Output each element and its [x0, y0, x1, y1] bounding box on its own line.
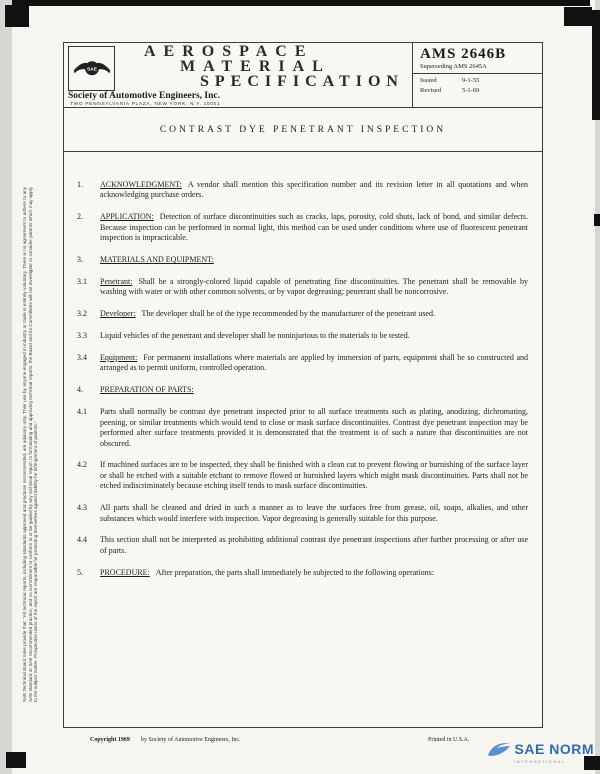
paragraph [77, 460, 528, 491]
organization-address: TWO PENNSYLVANIA PLAZA, NEW YORK, N.Y. 10001 [70, 102, 221, 107]
masthead-line-3: SPECIFICATION [200, 73, 404, 90]
scan-artifact [592, 10, 600, 120]
paragraph-content [100, 535, 528, 556]
paragraph-content [100, 385, 528, 395]
paragraph [77, 212, 528, 243]
copyright-organization: by Society of Automotive Engineers, Inc. [141, 737, 241, 743]
paragraph-number: 4. [77, 385, 83, 395]
paragraph [77, 353, 528, 374]
paragraph-content [100, 255, 528, 265]
scan-artifact [6, 752, 26, 768]
paragraph [77, 503, 528, 524]
paragraph-number: 4.2 [77, 460, 87, 470]
watermark-row [486, 740, 594, 758]
paragraph-heading: Equipment: [100, 353, 138, 363]
paragraph [77, 407, 528, 449]
printed-in: Printed in U.S.A. [428, 737, 470, 743]
paragraph-heading: PREPARATION OF PARTS: [100, 385, 194, 395]
paragraph-number: 3.1 [77, 276, 87, 286]
paragraph [77, 277, 528, 298]
spec-number: AMS 2646B [420, 46, 507, 62]
scan-artifact [594, 214, 600, 226]
document-title: CONTRAST DYE PENETRANT INSPECTION [159, 124, 447, 135]
paragraph-text: After preparation, the parts shall immediately be subjected to the following operations: [155, 567, 434, 577]
paragraph [77, 385, 528, 395]
paragraph-content [100, 353, 528, 374]
paragraph-content [100, 503, 528, 524]
paragraph [77, 255, 528, 265]
document-body [64, 152, 542, 727]
scan-artifact [564, 7, 592, 26]
paragraph-text: This section shall not be interpreted as prohibiting additional contrast dye penetrant inspections after further processing or after use of parts. [100, 535, 528, 555]
paragraph [77, 568, 528, 578]
document-frame [63, 42, 543, 728]
svg-text:SAE: SAE [86, 66, 97, 72]
margin-disclaimer-text: SAE Technical Board rules provide that: "All technical reports, including standards approved and practices recommended, are advisory only. Their use by anyone engaged in industry or trade is entirely voluntary. There is no agreement to adhere to any SAE standard or SAE recommended practice, and no commitment to conform to or be guided by any technical report. In formulating and approving technical reports, the Board and its Committees will not investigate or consider patents which may apply to the subject matter. Prospective users of the report are responsible for protecting themselves against liability for infringement of patents." [22, 187, 39, 702]
paragraph-heading: Penetrant: [100, 276, 133, 286]
paragraph-heading: APPLICATION: [100, 212, 154, 222]
paragraph-number: 3.4 [77, 353, 87, 363]
paragraph-content [100, 460, 528, 491]
scan-artifact [12, 0, 590, 6]
paragraph-text: Parts shall normally be contrast dye penetrant inspected prior to all surface treatments such as plating, anodizing, dichromating, peening, or similar treatments which would tend to close or mask surface discontinuities. Contrast dye penetrant inspection may be performed after surface treatments provided it is demonstrated that the treatment is of such a nature that discontinuities are not obscured. [100, 407, 528, 448]
paragraph [77, 331, 528, 341]
revised-label: Revised [420, 87, 441, 94]
organization-name: Society of Automotive Engineers, Inc. [68, 91, 220, 101]
watermark-subtext: INTERNATIONAL [514, 759, 566, 764]
paragraph-number: 2. [77, 212, 83, 222]
masthead [122, 44, 404, 89]
spec-dates [413, 73, 542, 94]
paragraph-content [100, 309, 528, 319]
paragraph [77, 535, 528, 556]
paragraph-number: 3. [77, 255, 83, 265]
revised-row [420, 87, 535, 94]
sae-norm-watermark [486, 740, 594, 764]
paragraph-number: 4.3 [77, 503, 87, 513]
paragraph-content [100, 407, 528, 449]
paragraph-content [100, 277, 528, 298]
paragraph-text: Liquid vehicles of the penetrant and developer shall be noninjurious to the materials to be tested. [100, 331, 410, 341]
issued-row [420, 77, 535, 84]
paragraph-text: All parts shall be cleaned and dried in such a manner as to leave the surfaces free from grease, oil, soaps, alkalies, and other substances which would interfere with inspection. Vapor degreasing is generally suitable for this purpose. [100, 503, 528, 523]
scan-edge-left [0, 0, 12, 774]
paragraph-heading: MATERIALS AND EQUIPMENT: [100, 255, 214, 265]
document-header [64, 43, 542, 108]
page-footer [63, 737, 543, 757]
paragraph-number: 3.2 [77, 309, 87, 319]
issued-label: Issued [420, 77, 437, 84]
title-box [64, 108, 542, 152]
revised-date: 5-1-69 [462, 87, 480, 94]
paragraph-number: 3.3 [77, 331, 87, 341]
paragraph [77, 309, 528, 319]
scan-artifact [5, 5, 29, 27]
paragraph-number: 4.4 [77, 535, 87, 545]
paragraph-content [100, 331, 528, 341]
copyright-year: Copyright 1969 [90, 737, 130, 743]
paragraph-content [100, 212, 528, 243]
paragraph-content [100, 568, 528, 578]
sae-logo [68, 46, 115, 91]
paragraph-heading: Developer: [100, 309, 136, 319]
paragraph-content [100, 180, 528, 201]
paragraph-text: If machined surfaces are to be inspected, they shall be finished with a clean cut to prevent flowing or burnishing of the surface layer or shall be etched with a suitable etchant to remove flowed or burnished layers which might mask discontinuities. Parts shall not be etched indiscriminately because etching itself tends to mask surface discontinuities. [100, 460, 528, 491]
paragraph-text: For permanent installations where materials are applied by immersion of parts, equipment shall be so constructed and arranged as to permit uniform, controlled operation. [100, 353, 528, 373]
sae-norm-swoosh-icon [486, 740, 512, 758]
paragraph-heading: ACKNOWLEDGMENT: [100, 180, 182, 189]
watermark-brand: SAE NORM [514, 741, 594, 757]
paragraph-text: Shall be a strongly-colored liquid capable of penetrating fine discontinuities. The penetrant shall be removable by washing with water or with other common solvents, or by vapor degreasing; penetrant shall be noncorrosive. [100, 276, 528, 297]
issued-date: 9-1-55 [462, 77, 480, 84]
masthead-line-1: AEROSPACE [144, 43, 314, 60]
paragraph-number: 5. [77, 567, 83, 577]
paragraph-heading: PROCEDURE: [100, 567, 150, 577]
paragraph-text: Detection of surface discontinuities such as cracks, laps, porosity, cold shuts, lack of bond, and similar defects. Because inspection can be performed in normal light, this method can be used under conditions where use of fluorescent penetrant inspection is impracticable. [100, 212, 528, 243]
superseding-note: Superseding AMS 2645A [420, 63, 487, 70]
spec-number-box [412, 43, 542, 107]
paragraph-number: 1. [77, 180, 83, 189]
masthead-line-2: MATERIAL [180, 58, 331, 75]
paragraph-number: 4.1 [77, 407, 87, 417]
sae-wings-icon [71, 51, 113, 87]
paragraph [77, 180, 528, 201]
paragraph-text: A vendor shall mention this specification number and its revision letter in all quotations and when acknowledging purchase orders. [100, 180, 528, 200]
paragraph-text: The developer shall be of the type recommended by the manufacturer of the penetrant used. [141, 309, 435, 319]
